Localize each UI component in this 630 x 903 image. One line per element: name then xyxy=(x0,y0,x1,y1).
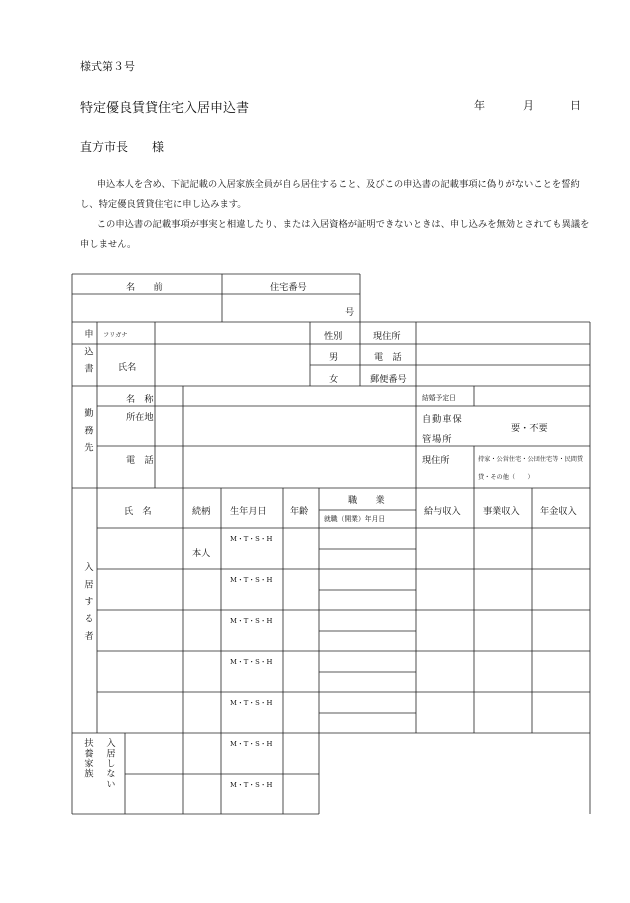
phone-label: 電 話 xyxy=(374,352,402,363)
page-title: 特定優良賃貸住宅入居申込書 xyxy=(80,101,250,116)
addressee: 直方市長 様 xyxy=(80,140,165,154)
col-business: 事業収入 xyxy=(483,506,520,517)
form-number: 様式第３号 xyxy=(80,60,135,73)
gender-female[interactable]: 女 xyxy=(329,374,339,385)
date-year: 年 xyxy=(474,99,485,112)
col-name: 氏 名 xyxy=(124,506,152,517)
era-choice[interactable]: M・T・S・H xyxy=(230,535,273,543)
gender-male[interactable]: 男 xyxy=(329,352,339,363)
header-name-label: 名 前 xyxy=(126,282,163,293)
address-label: 現住所 xyxy=(373,331,401,342)
statement-paragraph-1: 申込本人を含め、下記記載の入居家族全員が自ら居住すること、及びこの申込書の記載事項に偽りがないことを誓約し、特定優良賃貸住宅に申し込みます。 xyxy=(80,179,580,210)
furigana-label: フリガナ xyxy=(103,332,128,339)
workplace-phone-label: 電 話 xyxy=(126,455,154,466)
workplace-location-label: 所在地 xyxy=(126,412,154,423)
col-birth: 生年月日 xyxy=(230,506,267,517)
parking-choice[interactable]: 要・不要 xyxy=(511,423,548,434)
date-day: 日 xyxy=(570,99,581,112)
residents-section-label: 入居する者 xyxy=(82,562,93,648)
date-month: 月 xyxy=(523,99,534,112)
marriage-date-label: 結婚予定日 xyxy=(422,394,456,402)
col-job: 職 業 xyxy=(348,495,385,506)
col-relation: 続柄 xyxy=(192,506,211,517)
era-choice[interactable]: M・T・S・H xyxy=(230,740,273,748)
statement-paragraph-2: この申込書の記載事項が事実と相違したり、または入居資格が証明できないときは、申し込みを無効とされても異議を申しません。 xyxy=(80,219,590,250)
era-choice[interactable]: M・T・S・H xyxy=(230,781,273,789)
header-housing-label: 住宅番号 xyxy=(270,282,307,293)
dependents-section-label: 扶養家族 xyxy=(82,738,93,779)
col-job-sub: 就職（開業）年月日 xyxy=(324,515,386,523)
col-age: 年齢 xyxy=(290,506,309,517)
applicant-section-label: 申込書 xyxy=(82,329,93,381)
era-choice[interactable]: M・T・S・H xyxy=(230,576,273,584)
workplace-name-label: 名 称 xyxy=(126,394,154,405)
era-choice[interactable]: M・T・S・H xyxy=(230,617,273,625)
relation-self: 本人 xyxy=(192,548,211,559)
parking-label: 自動車保管場所 xyxy=(422,414,463,445)
era-choice[interactable]: M・T・S・H xyxy=(230,699,273,707)
header-go-label: 号 xyxy=(345,307,355,318)
col-pension: 年金収入 xyxy=(540,506,577,517)
workplace-section-label: 勤務先 xyxy=(82,408,93,460)
era-choice[interactable]: M・T・S・H xyxy=(230,658,273,666)
applicant-name-label: 氏名 xyxy=(118,362,137,373)
postal-label: 郵便番号 xyxy=(370,374,407,385)
residence-options[interactable]: 持家・公営住宅・公団住宅等・民間賃貸・その他（ ） xyxy=(478,456,584,481)
dependents-sub-label: 入居しない xyxy=(104,738,115,789)
gender-label: 性別 xyxy=(324,331,343,342)
col-salary: 給与収入 xyxy=(424,506,461,517)
current-residence-label: 現住所 xyxy=(422,455,450,466)
